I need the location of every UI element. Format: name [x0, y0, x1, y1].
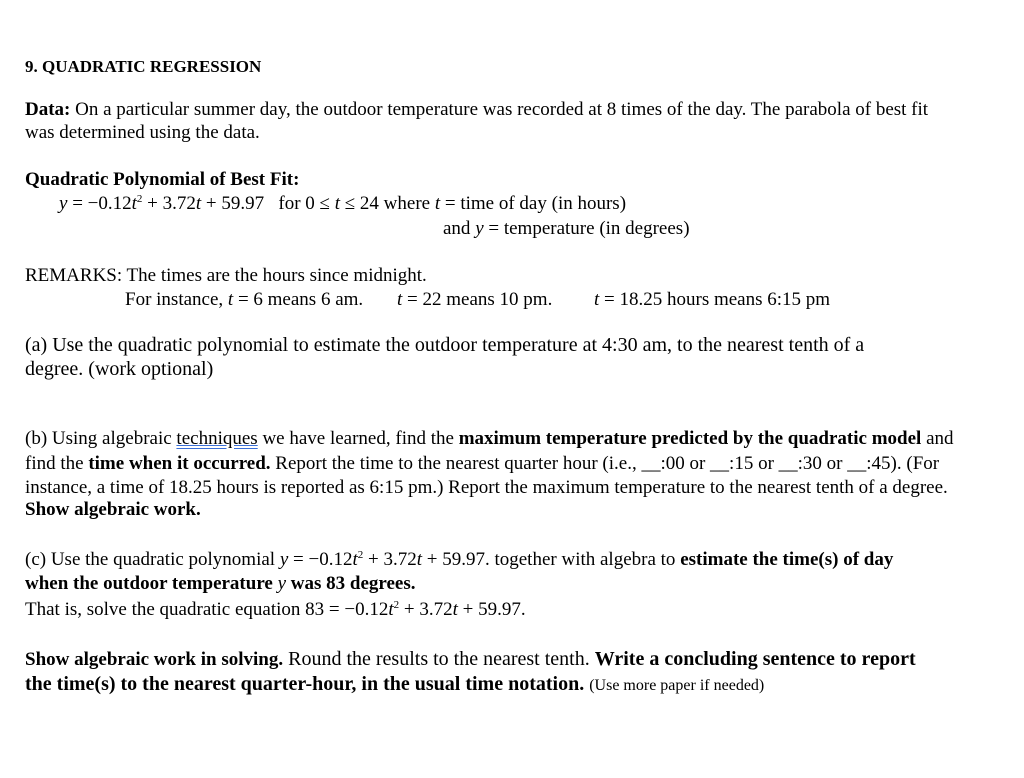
var-t: t	[334, 193, 340, 214]
part-c-line-3	[25, 598, 526, 622]
part-c-line-2	[25, 572, 416, 596]
var-t: t	[388, 599, 394, 620]
remarks-line-2	[125, 288, 363, 312]
var-t: t	[195, 193, 202, 214]
text: find the	[25, 453, 89, 474]
var-y: y	[59, 193, 68, 214]
text: and	[921, 428, 954, 449]
text: Round the results to the nearest tenth.	[283, 648, 595, 670]
eq-part: + 59.97 for 0 ≤	[201, 193, 335, 214]
text: (c) Use the quadratic polynomial	[25, 549, 280, 570]
part-a-line-1: (a) Use the quadratic polynomial to estimate the outdoor temperature at 4:30 am, to the nearest tenth of a	[25, 334, 865, 356]
var-t: t	[352, 549, 358, 570]
remark-text: = 6 means 6 am.	[233, 289, 364, 310]
final-line-2	[25, 672, 764, 698]
var-t: t	[397, 289, 403, 310]
bold-text: estimate the time(s) of day	[680, 549, 894, 570]
eq-part: + 59.97.	[457, 599, 526, 620]
var-t: t	[434, 193, 441, 214]
spellcheck-word: techniques	[176, 428, 258, 449]
remark-text: = 22 means 10 pm.	[402, 289, 553, 310]
var-t: t	[416, 549, 422, 570]
var-y: y	[277, 573, 287, 594]
text: That is, solve the quadratic equation 83 = −0.12	[25, 599, 389, 620]
fit-equation-line-2	[443, 217, 690, 241]
eq-part: and	[443, 218, 476, 239]
bold-text: time when it occurred.	[88, 453, 271, 474]
data-line-1	[25, 98, 928, 122]
exponent: 2	[136, 193, 143, 205]
text: Report the time to the nearest quarter hour (i.e., __:00 or __:15 or __:30 or __:45). (For	[270, 453, 940, 474]
fit-heading: Quadratic Polynomial of Best Fit:	[25, 169, 300, 190]
eq-part: = −0.12	[67, 193, 132, 214]
data-label: Data:	[25, 99, 71, 120]
bold-text: Show algebraic work in solving.	[25, 649, 284, 670]
eq-part: + 3.72	[142, 193, 196, 214]
exponent: 2	[357, 549, 364, 561]
final-line-1	[25, 647, 916, 672]
var-t: t	[452, 599, 458, 620]
eq-part: = time of day (in hours)	[440, 193, 627, 214]
problem-title: 9. QUADRATIC REGRESSION	[25, 57, 262, 76]
part-a-line-2: degree. (work optional)	[25, 358, 214, 380]
exponent: 2	[393, 599, 400, 611]
text: (b) Using algebraic	[25, 428, 177, 449]
text: together with algebra to	[489, 549, 681, 570]
bold-text: Write a concluding sentence to report	[594, 648, 916, 670]
note-text: (Use more paper if needed)	[589, 677, 765, 694]
bold-text: was 83 degrees.	[286, 573, 416, 594]
text: we have learned, find the	[257, 428, 459, 449]
bold-text: when the outdoor temperature	[25, 573, 278, 594]
remarks-example-3	[594, 288, 830, 312]
remarks-line-1: REMARKS: The times are the hours since midnight.	[25, 265, 427, 286]
eq-part: + 59.97.	[422, 549, 490, 570]
data-text-1: On a particular summer day, the outdoor temperature was recorded at 8 times of the day. The parabola of best fit	[75, 99, 929, 120]
remarks-example-2	[397, 288, 552, 312]
var-t: t	[131, 193, 137, 214]
part-b-line-1	[25, 427, 954, 451]
eq-part: + 3.72	[399, 599, 453, 620]
part-b-line-4: Show algebraic work.	[25, 499, 201, 520]
remark-text: = 18.25 hours means 6:15 pm	[599, 289, 831, 310]
eq-part: = −0.12	[288, 549, 353, 570]
bold-text: maximum temperature predicted by the quadratic model	[458, 428, 922, 449]
var-y: y	[279, 549, 289, 570]
part-b-line-3: instance, a time of 18.25 hours is reported as 6:15 pm.) Report the maximum temperature to the nearest tenth of a degree.	[25, 477, 948, 498]
fit-equation	[59, 192, 626, 216]
eq-part: ≤ 24 where	[340, 193, 435, 214]
bold-text: the time(s) to the nearest quarter-hour, in the usual time notation.	[25, 673, 585, 695]
var-t: t	[594, 289, 600, 310]
eq-part: = temperature (in degrees)	[483, 218, 690, 239]
part-c-line-1	[25, 548, 893, 572]
eq-part: + 3.72	[363, 549, 417, 570]
var-y: y	[475, 218, 484, 239]
data-line-2: was determined using the data.	[25, 122, 260, 143]
remark-text: For instance,	[125, 289, 228, 310]
part-b-line-2	[25, 452, 939, 476]
var-t: t	[227, 289, 234, 310]
